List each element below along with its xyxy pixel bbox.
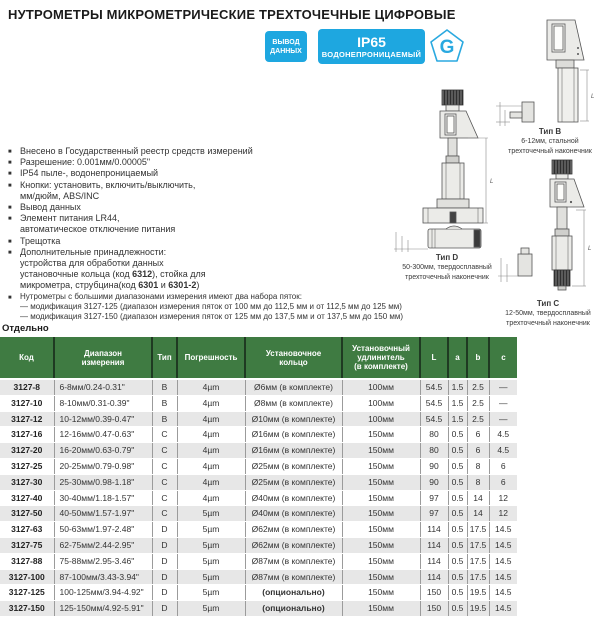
cell: 114 bbox=[420, 537, 448, 553]
cell-code: 3127-25 bbox=[0, 458, 54, 474]
type-c-label: Тип C bbox=[536, 299, 560, 308]
table-row bbox=[0, 601, 517, 617]
cell: 17.5 bbox=[467, 537, 489, 553]
cell: D bbox=[152, 569, 177, 585]
cell: 14.5 bbox=[489, 569, 517, 585]
cell-code: 3127-10 bbox=[0, 395, 54, 411]
feature-item: ■ Элемент питания LR44, bbox=[8, 213, 448, 224]
cell: 97 bbox=[420, 490, 448, 506]
cell: 54.5 bbox=[420, 395, 448, 411]
cell: 0.5 bbox=[448, 537, 467, 553]
cell: 150мм bbox=[342, 458, 420, 474]
cell: 54.5 bbox=[420, 411, 448, 427]
table-row bbox=[0, 522, 517, 538]
cell: 16-20мм/0.63-0.79" bbox=[54, 443, 152, 459]
cell: 6 bbox=[489, 474, 517, 490]
type-c-desc1: 12-50мм, твердосплавный bbox=[505, 310, 591, 317]
cell: Ø8мм (в комплекте) bbox=[245, 395, 342, 411]
data-output-badge-line1: ВЫВОД bbox=[272, 38, 300, 46]
cell: D bbox=[152, 585, 177, 601]
feature-item-continuation: устройства для обработки данных bbox=[20, 258, 164, 269]
cell: — bbox=[489, 379, 517, 395]
cell: Ø16мм (в комплекте) bbox=[245, 443, 342, 459]
cell: C bbox=[152, 427, 177, 443]
cell: 0.5 bbox=[448, 569, 467, 585]
cell: D bbox=[152, 522, 177, 538]
data-output-badge bbox=[265, 31, 307, 62]
cell: 12 bbox=[489, 490, 517, 506]
cell: Ø62мм (в комплекте) bbox=[245, 537, 342, 553]
cell: 150мм bbox=[342, 490, 420, 506]
cell: 4µm bbox=[177, 490, 245, 506]
data-output-badge-line2: ДАННЫХ bbox=[270, 47, 302, 55]
cell: 6-8мм/0.24-0.31" bbox=[54, 379, 152, 395]
cell: 4µm bbox=[177, 443, 245, 459]
cell: 12 bbox=[489, 506, 517, 522]
cell-code: 3127-12 bbox=[0, 411, 54, 427]
type-b-desc1: 6-12мм, стальной bbox=[521, 138, 579, 145]
feature-item: ■ IP54 пыле-, водонепроницаемый bbox=[8, 168, 448, 179]
cell: B bbox=[152, 379, 177, 395]
cell-code: 3127-150 bbox=[0, 601, 54, 617]
cell: 4µm bbox=[177, 411, 245, 427]
cell: 150 bbox=[420, 601, 448, 617]
type-b-dim-label: L bbox=[591, 94, 595, 100]
cell: Ø25мм (в комплекте) bbox=[245, 458, 342, 474]
feature-item-continuation: мм/дюйм, ABS/INC bbox=[20, 190, 100, 201]
cell: 100мм bbox=[342, 411, 420, 427]
cell: 90 bbox=[420, 474, 448, 490]
cell: 17.5 bbox=[467, 569, 489, 585]
cell: 4µm bbox=[177, 458, 245, 474]
type-d-desc2: трехточечный наконечник bbox=[405, 273, 489, 281]
cell-code: 3127-88 bbox=[0, 553, 54, 569]
feature-item-continuation: автоматическое отключение питания bbox=[20, 224, 176, 235]
cell: 150мм bbox=[342, 585, 420, 601]
type-c-desc2: трехточечный наконечник bbox=[506, 319, 590, 327]
cell: 4µm bbox=[177, 379, 245, 395]
cell: 10-12мм/0.39-0.47" bbox=[54, 411, 152, 427]
cell: Ø16мм (в комплекте) bbox=[245, 427, 342, 443]
cell: 8 bbox=[467, 458, 489, 474]
table-row bbox=[0, 411, 517, 427]
column-header: Код bbox=[0, 337, 54, 379]
cell: 1.5 bbox=[448, 411, 467, 427]
table-row bbox=[0, 379, 517, 395]
cell: Ø87мм (в комплекте) bbox=[245, 569, 342, 585]
cell: B bbox=[152, 411, 177, 427]
table-row bbox=[0, 395, 517, 411]
table-row bbox=[0, 585, 517, 601]
cell-code: 3127-125 bbox=[0, 585, 54, 601]
feature-item-continuation: микрометра, струбцина(код 6301 и 6301-2) bbox=[20, 280, 200, 291]
section-label: Отдельно bbox=[2, 323, 49, 334]
cell: 100мм bbox=[342, 395, 420, 411]
type-b-desc2: трехточечный наконечник bbox=[508, 147, 592, 155]
cell: Ø62мм (в комплекте) bbox=[245, 522, 342, 538]
cell: C bbox=[152, 458, 177, 474]
ip65-badge-subtitle: ВОДОНЕПРОНИЦАЕМЫЙ bbox=[321, 49, 422, 59]
feature-item: ■ Кнопки: установить, включить/выключить, bbox=[8, 180, 448, 191]
cell: Ø40мм (в комплекте) bbox=[245, 490, 342, 506]
table-row bbox=[0, 553, 517, 569]
table-row bbox=[0, 569, 517, 585]
cell-code: 3127-75 bbox=[0, 537, 54, 553]
feature-item-continuation: установочные кольца (код 6312), стойка для bbox=[20, 269, 206, 280]
cell: 0.5 bbox=[448, 585, 467, 601]
cell: 0.5 bbox=[448, 601, 467, 617]
cell: 4µm bbox=[177, 427, 245, 443]
table-row bbox=[0, 427, 517, 443]
cell-code: 3127-16 bbox=[0, 427, 54, 443]
cell: — bbox=[489, 411, 517, 427]
type-d-dim-label: L bbox=[490, 179, 494, 185]
page-title: НУТРОМЕТРЫ МИКРОМЕТРИЧЕСКИЕ ТРЕХТОЧЕЧНЫЕ ЦИФРОВЫЕ bbox=[8, 7, 456, 22]
cell: 2.5 bbox=[467, 411, 489, 427]
column-header: Погрешность bbox=[177, 337, 245, 379]
cell-code: 3127-40 bbox=[0, 490, 54, 506]
cell: 6 bbox=[489, 458, 517, 474]
cell: 2.5 bbox=[467, 395, 489, 411]
ip65-badge-title: IP65 bbox=[357, 33, 386, 50]
cell: 25-30мм/0.98-1.18" bbox=[54, 474, 152, 490]
cell: C bbox=[152, 443, 177, 459]
cell: 4.5 bbox=[489, 443, 517, 459]
cell: 1.5 bbox=[448, 395, 467, 411]
cell: 14.5 bbox=[489, 585, 517, 601]
cell: 19.5 bbox=[467, 585, 489, 601]
cell: 80 bbox=[420, 427, 448, 443]
cert-letter: G bbox=[439, 37, 455, 58]
cell: 0.5 bbox=[448, 427, 467, 443]
feature-item: ■ Вывод данных bbox=[8, 202, 448, 213]
cell: 114 bbox=[420, 522, 448, 538]
cell: 0.5 bbox=[448, 490, 467, 506]
cell: 150мм bbox=[342, 537, 420, 553]
cell: 87-100мм/3.43-3.94" bbox=[54, 569, 152, 585]
cell: 5µm bbox=[177, 585, 245, 601]
cell: 17.5 bbox=[467, 522, 489, 538]
cell: D bbox=[152, 537, 177, 553]
cell: 14.5 bbox=[489, 553, 517, 569]
cell: 12-16мм/0.47-0.63" bbox=[54, 427, 152, 443]
cell: 150мм bbox=[342, 474, 420, 490]
cell: 114 bbox=[420, 553, 448, 569]
cell: 90 bbox=[420, 458, 448, 474]
table-row bbox=[0, 458, 517, 474]
cell: 14.5 bbox=[489, 601, 517, 617]
cell: 17.5 bbox=[467, 553, 489, 569]
cell: 80 bbox=[420, 443, 448, 459]
cell: 125-150мм/4.92-5.91" bbox=[54, 601, 152, 617]
features-list bbox=[8, 146, 448, 323]
cell: 0.5 bbox=[448, 458, 467, 474]
cell: 8 bbox=[467, 474, 489, 490]
type-d-caption bbox=[392, 253, 502, 282]
cell: 0.5 bbox=[448, 474, 467, 490]
cell: 0.5 bbox=[448, 553, 467, 569]
cell: 150мм bbox=[342, 569, 420, 585]
cell: 62-75мм/2.44-2.95" bbox=[54, 537, 152, 553]
cell: 150мм bbox=[342, 427, 420, 443]
spec-table-header-row bbox=[0, 337, 517, 379]
table-row bbox=[0, 474, 517, 490]
type-d-label: Тип D bbox=[435, 253, 459, 262]
spec-table-body bbox=[0, 379, 517, 616]
cell: 0.5 bbox=[448, 443, 467, 459]
cell-code: 3127-8 bbox=[0, 379, 54, 395]
cell: 14.5 bbox=[489, 522, 517, 538]
feature-item-continuation: — модификация 3127-150 (диапазон измерения пяток от 125 мм до 137,5 мм и от 137,5 мм до 150 мм) bbox=[20, 312, 404, 322]
cell-code: 3127-63 bbox=[0, 522, 54, 538]
feature-item-continuation: — модификация 3127-125 (диапазон измерения пяток от 100 мм до 112,5 мм и от 112,5 мм до 125 мм) bbox=[20, 302, 402, 312]
table-row bbox=[0, 537, 517, 553]
cell: Ø25мм (в комплекте) bbox=[245, 474, 342, 490]
cell: 6 bbox=[467, 427, 489, 443]
cell: B bbox=[152, 395, 177, 411]
column-header: a bbox=[448, 337, 467, 379]
cell: 150мм bbox=[342, 553, 420, 569]
column-header: Установочное кольцо bbox=[245, 337, 342, 379]
cell-code: 3127-20 bbox=[0, 443, 54, 459]
cell: 2.5 bbox=[467, 379, 489, 395]
cell-code: 3127-30 bbox=[0, 474, 54, 490]
cell: 14 bbox=[467, 506, 489, 522]
cell: 4µm bbox=[177, 474, 245, 490]
cell: — bbox=[489, 395, 517, 411]
cell: (опционально) bbox=[245, 585, 342, 601]
ip65-badge bbox=[318, 29, 425, 64]
type-b-label: Тип B bbox=[538, 127, 562, 136]
table-row bbox=[0, 506, 517, 522]
cell-code: 3127-50 bbox=[0, 506, 54, 522]
cell: Ø10мм (в комплекте) bbox=[245, 411, 342, 427]
cell: 114 bbox=[420, 569, 448, 585]
cell: 19.5 bbox=[467, 601, 489, 617]
cell: 5µm bbox=[177, 553, 245, 569]
cell: D bbox=[152, 601, 177, 617]
cell: D bbox=[152, 553, 177, 569]
cell: 0.5 bbox=[448, 506, 467, 522]
cell: 30-40мм/1.18-1.57" bbox=[54, 490, 152, 506]
state-register-pentagon-icon bbox=[429, 28, 465, 68]
feature-item: ■ Дополнительные принадлежности: bbox=[8, 247, 448, 258]
cell: 97 bbox=[420, 506, 448, 522]
type-c-dim-label: L bbox=[588, 246, 592, 252]
cell: C bbox=[152, 506, 177, 522]
feature-item: ■ Нутрометры с большими диапазонами измерения имеют два набора пяток: bbox=[8, 292, 448, 302]
cell: 150мм bbox=[342, 601, 420, 617]
cell: C bbox=[152, 490, 177, 506]
cell: (опционально) bbox=[245, 601, 342, 617]
cell: 54.5 bbox=[420, 379, 448, 395]
column-header: b bbox=[467, 337, 489, 379]
cell: 1.5 bbox=[448, 379, 467, 395]
type-d-desc1: 50-300мм, твердосплавный bbox=[402, 264, 492, 271]
cell: 5µm bbox=[177, 569, 245, 585]
cell: Ø40мм (в комплекте) bbox=[245, 506, 342, 522]
cell: 5µm bbox=[177, 601, 245, 617]
cell: 5µm bbox=[177, 522, 245, 538]
cell: 150мм bbox=[342, 443, 420, 459]
cell: 75-88мм/2.95-3.46" bbox=[54, 553, 152, 569]
type-c-caption bbox=[496, 299, 600, 328]
cell: 5µm bbox=[177, 537, 245, 553]
column-header: Тип bbox=[152, 337, 177, 379]
type-c-drawing bbox=[494, 158, 600, 303]
column-header: Диапазон измерения bbox=[54, 337, 152, 379]
column-header: c bbox=[489, 337, 517, 379]
type-b-caption bbox=[498, 127, 602, 156]
type-d-drawing bbox=[390, 86, 510, 257]
cell: 150мм bbox=[342, 522, 420, 538]
feature-item: ■ Трещотка bbox=[8, 236, 448, 247]
cell: 20-25мм/0.79-0.98" bbox=[54, 458, 152, 474]
cell: 0.5 bbox=[448, 522, 467, 538]
cell: 4.5 bbox=[489, 427, 517, 443]
cell: 150 bbox=[420, 585, 448, 601]
spec-table bbox=[0, 337, 517, 617]
feature-item: ■ Внесено в Государственный реестр средств измерений bbox=[8, 146, 448, 157]
cell: 8-10мм/0.31-0.39" bbox=[54, 395, 152, 411]
cell-code: 3127-100 bbox=[0, 569, 54, 585]
cell: 14.5 bbox=[489, 537, 517, 553]
table-row bbox=[0, 490, 517, 506]
cell: 14 bbox=[467, 490, 489, 506]
cell: 5µm bbox=[177, 506, 245, 522]
cell: C bbox=[152, 474, 177, 490]
cell: 50-63мм/1.97-2.48" bbox=[54, 522, 152, 538]
column-header: Установочный удлинитель (в комплекте) bbox=[342, 337, 420, 379]
table-row bbox=[0, 443, 517, 459]
cell: 150мм bbox=[342, 506, 420, 522]
cell: 100мм bbox=[342, 379, 420, 395]
cell: Ø87мм (в комплекте) bbox=[245, 553, 342, 569]
cell: Ø6мм (в комплекте) bbox=[245, 379, 342, 395]
cell: 100-125мм/3.94-4.92" bbox=[54, 585, 152, 601]
cell: 4µm bbox=[177, 395, 245, 411]
column-header: L bbox=[420, 337, 448, 379]
cell: 40-50мм/1.57-1.97" bbox=[54, 506, 152, 522]
cell: 6 bbox=[467, 443, 489, 459]
feature-item: ■ Разрешение: 0.001мм/0.00005" bbox=[8, 157, 448, 168]
